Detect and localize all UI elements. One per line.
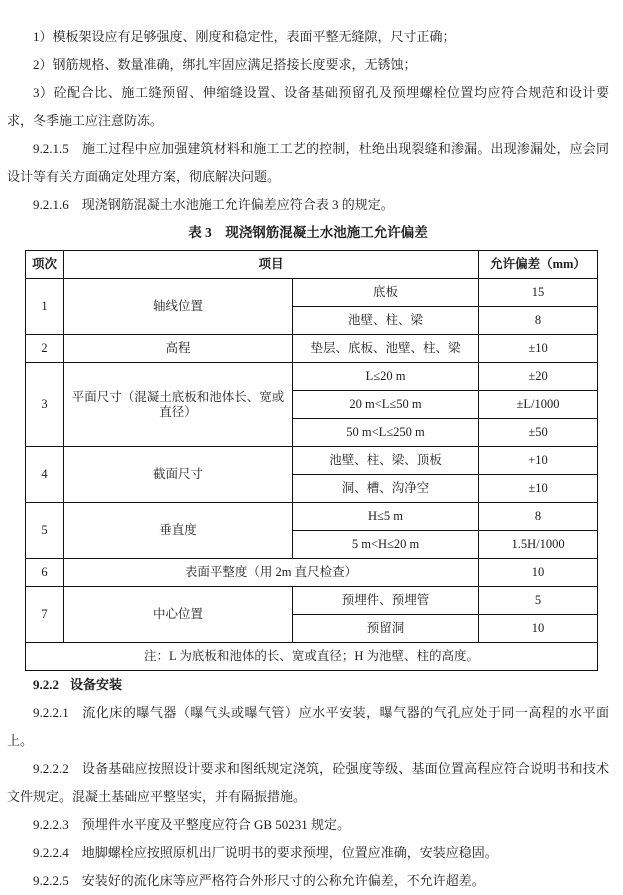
clause-9-2-2-4 [7,839,609,867]
cell-deviation: 15 [479,279,598,307]
cell-row-no: 1 [26,279,64,335]
cell-item: 表面平整度（用 2m 直尺检查） [64,559,479,587]
clause-number: 9.2.2.3 [33,817,69,832]
table-row [26,559,598,587]
cell-row-no: 7 [26,587,64,643]
intro-item-1: 1）模板架设应有足够强度、刚度和稳定性，表面平整无缝隙，尺寸正确； [33,29,456,44]
col-header-item: 项目 [64,251,479,279]
section-number: 9.2.2 [33,677,59,692]
cell-sub-item: 预留洞 [293,615,479,643]
table-row [26,335,598,363]
cell-item: 中心位置 [64,587,293,643]
intro-item-2: 2）钢筋规格、数量准确，绑扎牢固应满足搭接长度要求，无锈蚀； [33,57,417,72]
cell-row-no: 5 [26,503,64,559]
clause-number: 9.2.1.5 [33,141,69,156]
cell-deviation: ±20 [479,363,598,391]
intro-item-3: 3）砼配合比、施工缝预留、伸缩缝设置、设备基础预留孔及预埋螺栓位置均应符合规范和设计要求，冬季施工应注意防冻。 [7,85,609,128]
table-row [26,503,598,531]
cell-sub-item: H≤5 m [293,503,479,531]
cell-sub-item: L≤20 m [293,363,479,391]
clause-number: 9.2.2.2 [33,761,69,776]
cell-deviation: 8 [479,307,598,335]
cell-row-no: 3 [26,363,64,447]
clause-text: 施工过程中应加强建筑材料和施工工艺的控制，杜绝出现裂缝和渗漏。出现渗漏处，应会同设计等有关方面确定处理方案，彻底解决问题。 [7,141,609,184]
cell-row-no: 4 [26,447,64,503]
cell-deviation: ±10 [479,335,598,363]
clause-text: 现浇钢筋混凝土水池施工允许偏差应符合表 3 的规定。 [81,197,394,212]
col-header-index: 项次 [26,251,64,279]
table-note-row [26,643,598,671]
cell-deviation: 5 [479,587,598,615]
cell-item: 平面尺寸（混凝土底板和池体长、宽或直径） [64,363,293,447]
cell-deviation: ±L/1000 [479,391,598,419]
table-note: 注：L 为底板和池体的长、宽或直径；H 为池壁、柱的高度。 [26,643,598,671]
cell-sub-item: 50 m<L≤250 m [293,419,479,447]
cell-deviation: 1.5H/1000 [479,531,598,559]
table-row [26,447,598,475]
cell-sub-item: 垫层、底板、池壁、柱、梁 [293,335,479,363]
clause-text: 预埋件水平度及平整度应符合 GB 50231 规定。 [81,817,351,832]
cell-deviation: +10 [479,447,598,475]
construction-deviation-table [25,250,598,671]
cell-sub-item: 池壁、柱、梁、顶板 [293,447,479,475]
clause-text: 安装好的流化床等应严格符合外形尺寸的公称允许偏差，不允许超差。 [81,873,485,888]
section-heading-9-2-2 [7,671,609,699]
cell-deviation: 10 [479,559,598,587]
cell-row-no: 6 [26,559,64,587]
clause-number: 9.2.2.5 [33,873,69,888]
clause-text: 设备基础应按照设计要求和图纸规定浇筑，砼强度等级、基面位置高程应符合说明书和技术文件规定。混凝土基础应平整坚实，并有隔振措施。 [7,761,609,804]
cell-item: 截面尺寸 [64,447,293,503]
clause-9-2-2-3 [7,811,609,839]
cell-sub-item: 20 m<L≤50 m [293,391,479,419]
cell-deviation: ±50 [479,419,598,447]
cell-sub-item: 洞、槽、沟净空 [293,475,479,503]
col-header-deviation: 允许偏差（mm） [479,251,598,279]
clause-number: 9.2.2.1 [33,705,69,720]
table-title: 表 3 现浇钢筋混凝土水池施工允许偏差 [188,225,428,240]
cell-sub-item: 预埋件、预埋管 [293,587,479,615]
clause-text: 流化床的曝气器（曝气头或曝气管）应水平安装，曝气器的气孔应处于同一高程的水平面上。 [7,705,609,748]
table-row [26,587,598,615]
clause-9-2-2-2 [7,755,609,811]
cell-sub-item: 池壁、柱、梁 [293,307,479,335]
clause-9-2-1-5 [7,135,609,191]
cell-sub-item: 5 m<H≤20 m [293,531,479,559]
clause-9-2-1-6 [7,191,609,219]
table-header-row [26,251,598,279]
cell-item: 高程 [64,335,293,363]
table-row [26,279,598,307]
cell-item: 轴线位置 [64,279,293,335]
cell-deviation: ±10 [479,475,598,503]
cell-item: 垂直度 [64,503,293,559]
clause-text: 地脚螺栓应按照原机出厂说明书的要求预埋，位置应准确，安装应稳固。 [81,845,498,860]
cell-deviation: 8 [479,503,598,531]
cell-row-no: 2 [26,335,64,363]
cell-sub-item: 底板 [293,279,479,307]
clause-number: 9.2.2.4 [33,845,69,860]
table-row [26,363,598,391]
cell-deviation: 10 [479,615,598,643]
clause-9-2-2-5 [7,867,609,895]
section-title: 设备安装 [70,677,123,692]
clause-9-2-2-1 [7,699,609,755]
clause-number: 9.2.1.6 [33,197,69,212]
